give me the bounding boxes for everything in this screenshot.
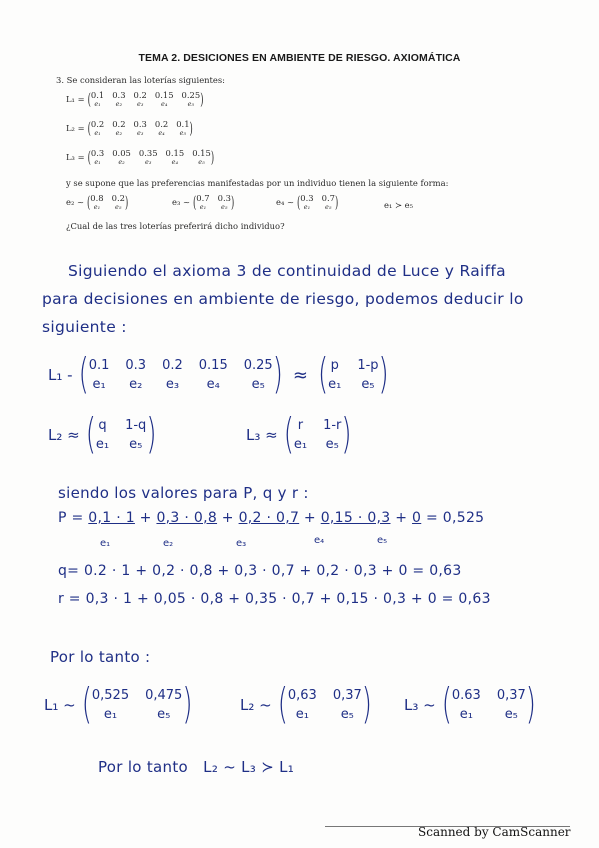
outcome: e₄ [171,158,179,166]
p-term: 0 [412,510,422,526]
right-paren: ) [182,681,193,729]
prob: 0.1 [176,119,190,129]
prob: 0.2 [90,119,105,129]
preference-e2-label: e₂ ~ [66,197,84,207]
outcome: e₁ [293,437,308,452]
prob: 0.7 [196,193,210,203]
prob: 0.1 [90,90,105,100]
left-paren: ( [283,411,294,459]
prob: 0.25 [243,358,273,373]
prob: 0,525 [91,688,130,703]
left-paren: ( [87,147,91,167]
prob: 0.1 [88,358,110,373]
right-paren: ) [210,147,215,167]
prob: 0.3 [90,148,105,158]
hw-l3-grid [294,418,342,452]
outcome: e₄ [160,100,168,108]
prob: 0.3 [300,193,314,203]
hw-line-3: siguiente : [42,318,127,336]
left-paren: ( [277,681,288,729]
outcome: e₅ [157,707,171,722]
p-equation: P = 0,1 · 1 + 0,3 · 0,8 + 0,2 · 0,7 + 0,15 · 0,3 + 0 = 0,525 [58,510,485,526]
right-paren: ) [341,411,352,459]
left-paren: ( [85,411,96,459]
lottery-l3-label: L₃ = [66,152,85,162]
preference-e4-label: e₄ ~ [276,197,294,207]
right-paren: ) [124,192,129,212]
result-l1 [44,681,193,729]
lottery-l1-label: L₁ = [66,94,85,104]
left-paren: ( [87,118,91,138]
hw-l1-eq-grid [328,358,378,392]
preferences-intro: y se supone que las preferencias manifestadas por un individuo tienen la siguiente forma: [66,178,449,188]
outcome: e₅ [340,707,354,722]
scanner-watermark: Scanned by CamScanner [418,825,571,839]
prob: 0.2 [133,90,147,100]
outcome: e₁ [94,158,101,166]
p-sub: e₂ [163,538,174,549]
values-intro: siendo los valores para P, q y r : [58,484,309,502]
outcome: e₅ [504,707,518,722]
outcome: e₁ [328,377,342,392]
outcome: e₂ [115,129,123,137]
prob: 0,475 [145,688,183,703]
prob: 0.2 [112,119,126,129]
right-paren: ) [272,351,283,399]
right-paren: ) [146,411,157,459]
result-l2-grid [288,688,362,722]
p-sub: e₃ [236,538,247,549]
left-paren: ( [87,192,91,212]
therefore-heading: Por lo tanto : [50,648,151,666]
hw-l3-label: L₃ ≈ [246,426,278,444]
left-paren: ( [78,351,89,399]
right-paren: ) [334,192,339,212]
preference-e3 [172,193,234,211]
p-lhs: P = [58,510,84,526]
outcome: e₁ [295,707,309,722]
left-paren: ( [87,89,91,109]
prob: 0.2 [162,358,183,373]
outcome: e₃ [144,158,152,166]
right-paren: ) [378,351,389,399]
prob: 0.35 [138,148,158,158]
hw-l1-label: L₁ - [48,366,73,384]
prob: 0.8 [90,193,104,203]
result-l3-grid [452,688,526,722]
p-term: 0,1 · 1 [88,510,135,526]
approx-symbol: ≈ [292,364,308,386]
lottery-l3 [66,148,214,166]
problem-intro: 3. Se consideran las loterías siguientes: [56,75,225,85]
preference-e2 [66,193,128,211]
page-title: TEMA 2. DESICIONES EN AMBIENTE DE RIESGO. AXIOMÁTICA [138,52,461,64]
outcome: e₁ [303,203,311,211]
prob: 0.7 [321,193,335,203]
p-sub: e₁ [100,538,111,549]
p-term: 0,15 · 0,3 [320,510,391,526]
outcome: e₁ [93,203,101,211]
prob: 0.15 [198,358,228,373]
prob: 1-q [125,418,147,433]
outcome: e₁ [95,437,110,452]
right-paren: ) [361,681,372,729]
lottery-l2-label: L₂ = [66,123,85,133]
prob: 0.2 [111,193,125,203]
p-sub: e₄ [314,535,325,546]
result-l2-label: L₂ ~ [240,696,272,714]
hw-l1-grid [89,358,273,392]
prob: 0,37 [496,688,526,703]
r-equation: r = 0,3 · 1 + 0,05 · 0,8 + 0,35 · 0,7 + 0,15 · 0,3 + 0 = 0,63 [58,591,491,607]
prob: 0.3 [112,90,126,100]
right-paren: ) [525,681,536,729]
lottery-l3-grid [91,148,211,166]
outcome: e₂ [129,377,143,392]
preference-order: e₁ ≻ e₅ [384,200,413,210]
prob: 0.15 [165,148,185,158]
outcome: e₅ [221,203,228,211]
prob: 1-p [357,358,379,373]
prob: 0.15 [154,90,174,100]
conclusion: Por lo tanto L₂ ~ L₃ ≻ L₁ [98,758,295,776]
hw-l1-matrix [48,351,389,399]
right-paren: ) [230,192,235,212]
outcome: e₅ [129,437,143,452]
prob: 0.3 [125,358,147,373]
left-paren: ( [317,351,329,399]
prob: 0.25 [181,90,201,100]
hw-l2-grid [96,418,146,452]
p-term: 0,3 · 0,8 [156,510,218,526]
outcome: e₁ [92,377,106,392]
outcome: e₄ [158,129,165,137]
hw-l3-matrix [246,411,352,459]
result-l3-label: L₃ ~ [404,696,436,714]
lottery-l2-grid [91,119,190,137]
prob: 0.05 [112,148,131,158]
prob: 0,37 [332,688,362,703]
problem-question: ¿Cual de las tres loterías preferirá dicho individuo? [66,221,285,231]
prob: p [330,358,339,373]
preference-e4-grid [300,193,335,211]
outcome: e₂ [115,100,123,108]
outcome: e₁ [94,129,101,137]
hw-line-2: para decisiones en ambiente de riesgo, podemos deducir lo [42,290,524,308]
q-equation: q= 0.2 · 1 + 0,2 · 0,8 + 0,3 · 0,7 + 0,2 · 0,3 + 0 = 0,63 [58,563,462,579]
outcome: e₁ [199,203,207,211]
hw-line-1: Siguiendo el axioma 3 de continuidad de Luce y Raiffa [68,262,506,280]
preference-e3-grid [196,193,231,211]
prob: r [297,418,304,433]
prob: 0.2 [154,119,169,129]
hw-l2-label: L₂ ≈ [48,426,80,444]
left-paren: ( [81,681,92,729]
left-paren: ( [441,681,452,729]
preference-e3-label: e₃ ~ [172,197,190,207]
outcome: e₅ [187,100,195,108]
right-paren: ) [200,89,204,109]
prob: 0.3 [133,119,147,129]
outcome: e₅ [198,158,205,166]
preference-e2-grid [90,193,125,211]
outcome: e₂ [118,158,125,166]
result-l3 [404,681,536,729]
outcome: e₅ [115,203,122,211]
p-result: = 0,525 [426,510,485,526]
prob: 0.63 [451,688,481,703]
outcome: e₃ [136,100,144,108]
p-term: 0,2 · 0,7 [238,510,300,526]
lottery-l2 [66,119,193,137]
prob: 1-r [323,418,342,433]
left-paren: ( [297,192,301,212]
outcome: e₁ [459,707,473,722]
p-sub: e₅ [377,535,388,546]
result-l1-grid [92,688,182,722]
prob: q [98,418,107,433]
outcome: e₄ [206,377,220,392]
outcome: e₃ [136,129,144,137]
outcome: e₅ [361,377,375,392]
result-l2 [240,681,372,729]
lottery-l1-grid [91,90,200,108]
outcome: e₅ [325,437,339,452]
prob: 0.15 [192,148,211,158]
prob: 0.3 [217,193,231,203]
outcome: e₅ [251,377,265,392]
outcome: e₅ [179,129,187,137]
lottery-l1 [66,90,203,108]
outcome: e₃ [165,377,180,392]
hw-l2-matrix [48,411,157,459]
outcome: e₅ [325,203,332,211]
outcome: e₁ [103,707,118,722]
outcome: e₁ [94,100,101,108]
left-paren: ( [193,192,197,212]
right-paren: ) [189,118,193,138]
result-l1-label: L₁ ~ [44,696,76,714]
preference-e4 [276,193,338,211]
prob: 0,63 [287,688,317,703]
